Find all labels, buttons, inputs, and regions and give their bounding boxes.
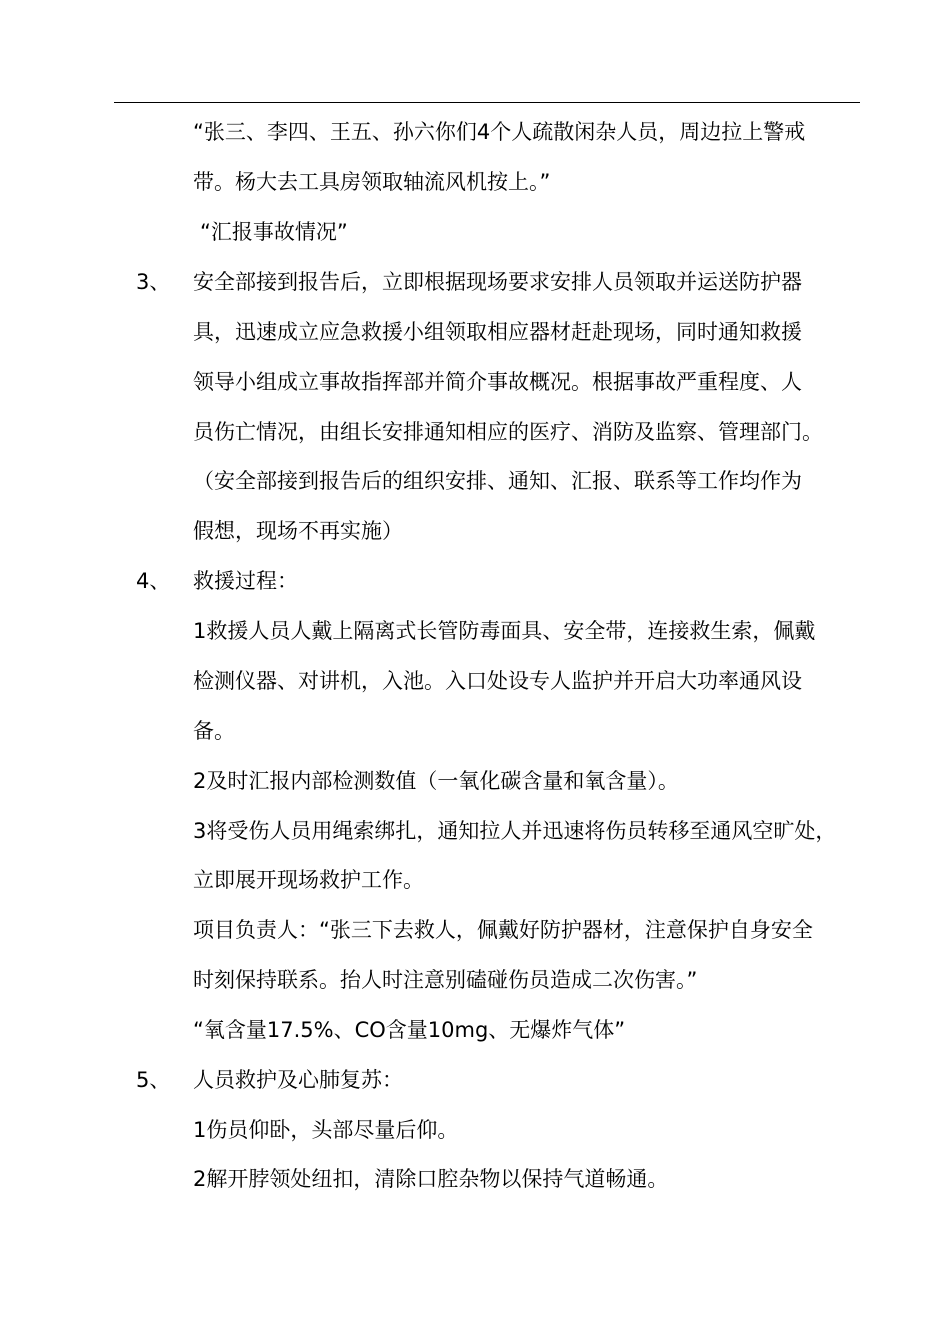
item-number-5: 5、	[136, 1068, 171, 1092]
text-line: 员伤亡情况，由组长安排通知相应的医疗、消防及监察、管理部门。	[193, 420, 823, 444]
text-line: “汇报事故情况”	[200, 220, 348, 244]
text-line: 带。杨大去工具房领取轴流风机按上。”	[193, 170, 551, 194]
text-line: 时刻保持联系。抬人时注意别磕碰伤员造成二次伤害。”	[193, 968, 698, 992]
text-line: （安全部接到报告后的组织安排、通知、汇报、联系等工作均作为	[193, 469, 802, 493]
text-line: 领导小组成立事故指挥部并简介事故概况。根据事故严重程度、人	[193, 370, 802, 394]
text-line: 1伤员仰卧，头部尽量后仰。	[193, 1118, 459, 1142]
header-rule	[114, 102, 860, 103]
text-line: 备。	[193, 719, 235, 743]
item-number-3: 3、	[136, 270, 171, 294]
item-number-4: 4、	[136, 569, 171, 593]
text-line: 项目负责人：“张三下去救人，佩戴好防护器材，注意保护自身安全	[193, 918, 813, 942]
text-line: 1救援人员人戴上隔离式长管防毒面具、安全带，连接救生索，佩戴	[193, 619, 816, 643]
text-line: 救援过程：	[193, 569, 298, 593]
text-line: “张三、李四、王五、孙六你们4个人疏散闲杂人员，周边拉上警戒	[193, 120, 806, 144]
text-line: 检测仪器、对讲机，入池。入口处设专人监护并开启大功率通风设	[193, 669, 802, 693]
text-line: 假想，现场不再实施）	[193, 519, 403, 543]
text-line: 2解开脖领处纽扣，清除口腔杂物以保持气道畅通。	[193, 1167, 669, 1191]
text-line: 2及时汇报内部检测数值（一氧化碳含量和氧含量）。	[193, 769, 679, 793]
text-line: 安全部接到报告后，立即根据现场要求安排人员领取并运送防护器	[193, 270, 802, 294]
text-line: 人员救护及心肺复苏：	[193, 1068, 403, 1092]
text-line: 3将受伤人员用绳索绑扎，通知拉人并迅速将伤员转移至通风空旷处，	[193, 819, 837, 843]
text-line: “氧含量17.5%、CO含量10mg、无爆炸气体”	[193, 1018, 626, 1042]
text-line: 具，迅速成立应急救援小组领取相应器材赶赴现场，同时通知救援	[193, 320, 802, 344]
text-line: 立即展开现场救护工作。	[193, 868, 424, 892]
